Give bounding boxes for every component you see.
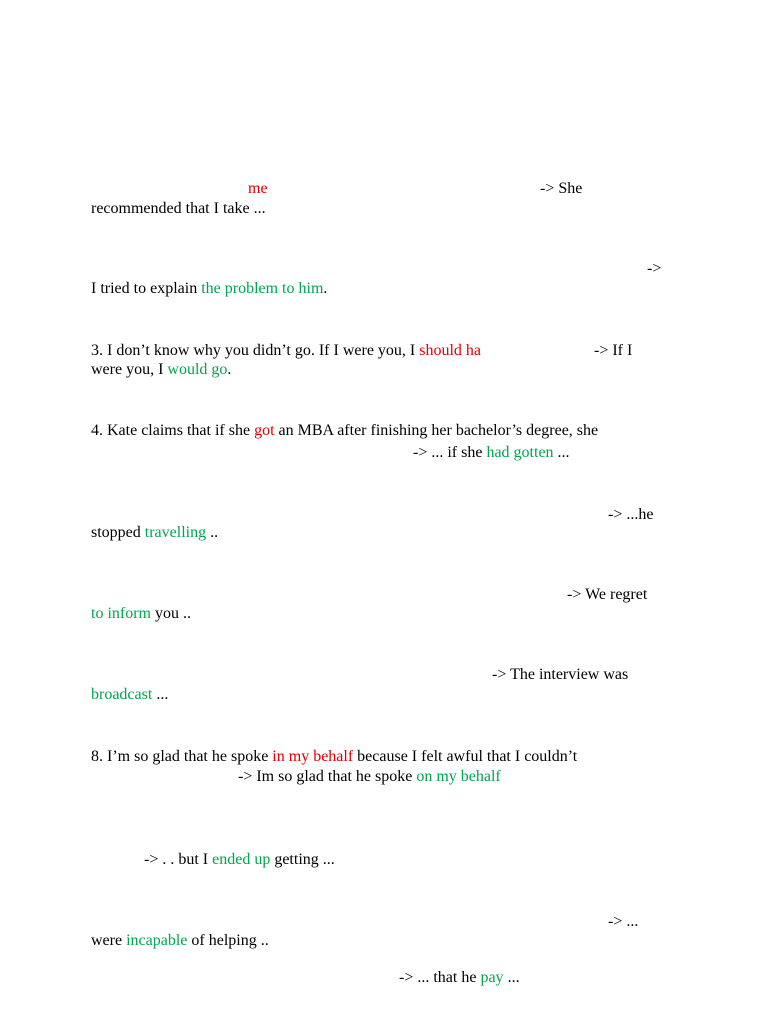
correct-phrase: on my behalf <box>416 768 501 785</box>
answer-end: of helping .. <box>187 932 269 949</box>
answer-text: -> ... if she <box>413 444 487 461</box>
answer-text: I tried to explain <box>91 280 202 297</box>
arrow-text: -> ... <box>608 913 639 930</box>
arrow-text: -> ...he <box>608 506 654 523</box>
item-4-line-2 <box>413 443 570 462</box>
arrow-text: -> If I <box>594 342 633 359</box>
correct-phrase: the problem to him <box>201 280 324 297</box>
answer-end: . <box>323 280 328 297</box>
item-7-line-2 <box>91 685 168 704</box>
item-9-line-1 <box>144 850 335 869</box>
answer-end: ... <box>152 686 169 703</box>
answer-end: ... <box>503 969 520 986</box>
incorrect-phrase: got <box>254 422 275 439</box>
correct-phrase: incapable <box>126 932 188 949</box>
item-5-arrow <box>608 505 653 524</box>
answer-text: were <box>91 932 127 949</box>
item-8-line-2 <box>238 767 501 786</box>
arrow-text: -> She <box>540 180 583 197</box>
arrow-text: -> We regret <box>567 586 648 603</box>
answer-text: recommended that I take ... <box>91 200 266 217</box>
item-1-line-1-fragment <box>248 179 268 198</box>
answer-end: getting ... <box>270 851 335 868</box>
item-5-line-2 <box>91 523 218 542</box>
item-1-arrow <box>540 179 582 198</box>
answer-end: .. <box>206 524 219 541</box>
question-text: 8. I’m so glad that he spoke <box>91 748 273 765</box>
item-3-line-1 <box>91 341 481 360</box>
question-text: 4. Kate claims that if she <box>91 422 255 439</box>
item-7-arrow <box>492 665 628 684</box>
item-3-arrow <box>594 341 632 360</box>
answer-text: stopped <box>91 524 145 541</box>
item-4-line-1 <box>91 421 598 440</box>
question-text-rest: an MBA after finishing her bachelor’s degree, she <box>274 422 599 439</box>
incorrect-phrase: in my behalf <box>272 748 354 765</box>
answer-text: -> . . but I <box>144 851 213 868</box>
arrow-text: -> The interview was <box>492 666 629 683</box>
item-2-arrow <box>647 259 661 278</box>
correct-phrase: pay <box>480 969 504 986</box>
correct-phrase: would go <box>167 361 228 378</box>
answer-text: -> ... that he <box>399 969 481 986</box>
question-text: 3. I don’t know why you didn’t go. If I were you, I <box>91 342 420 359</box>
answer-text: were you, I <box>91 361 168 378</box>
correct-phrase: broadcast <box>91 686 153 703</box>
answer-end: . <box>227 361 232 378</box>
answer-text: -> Im so glad that he spoke <box>238 768 417 785</box>
item-3-line-2 <box>91 360 231 379</box>
item-10-line-2 <box>91 931 269 950</box>
question-text-rest: because I felt awful that I couldn’t <box>353 748 578 765</box>
item-2-line-2 <box>91 279 327 298</box>
item-10-arrow <box>608 912 638 931</box>
item-6-arrow <box>567 585 647 604</box>
correct-phrase: had gotten <box>486 444 554 461</box>
item-11-line-1 <box>399 968 520 987</box>
correct-phrase: to inform <box>91 605 151 622</box>
arrow-text: -> <box>647 260 662 277</box>
item-1-line-2 <box>91 199 266 218</box>
incorrect-phrase: should ha <box>419 342 482 359</box>
correct-phrase: travelling <box>144 524 207 541</box>
item-6-line-2 <box>91 604 191 623</box>
correct-phrase: ended up <box>212 851 271 868</box>
answer-end: you .. <box>151 605 191 622</box>
answer-end: ... <box>553 444 570 461</box>
item-8-line-1 <box>91 747 577 766</box>
incorrect-phrase: me <box>248 180 268 197</box>
